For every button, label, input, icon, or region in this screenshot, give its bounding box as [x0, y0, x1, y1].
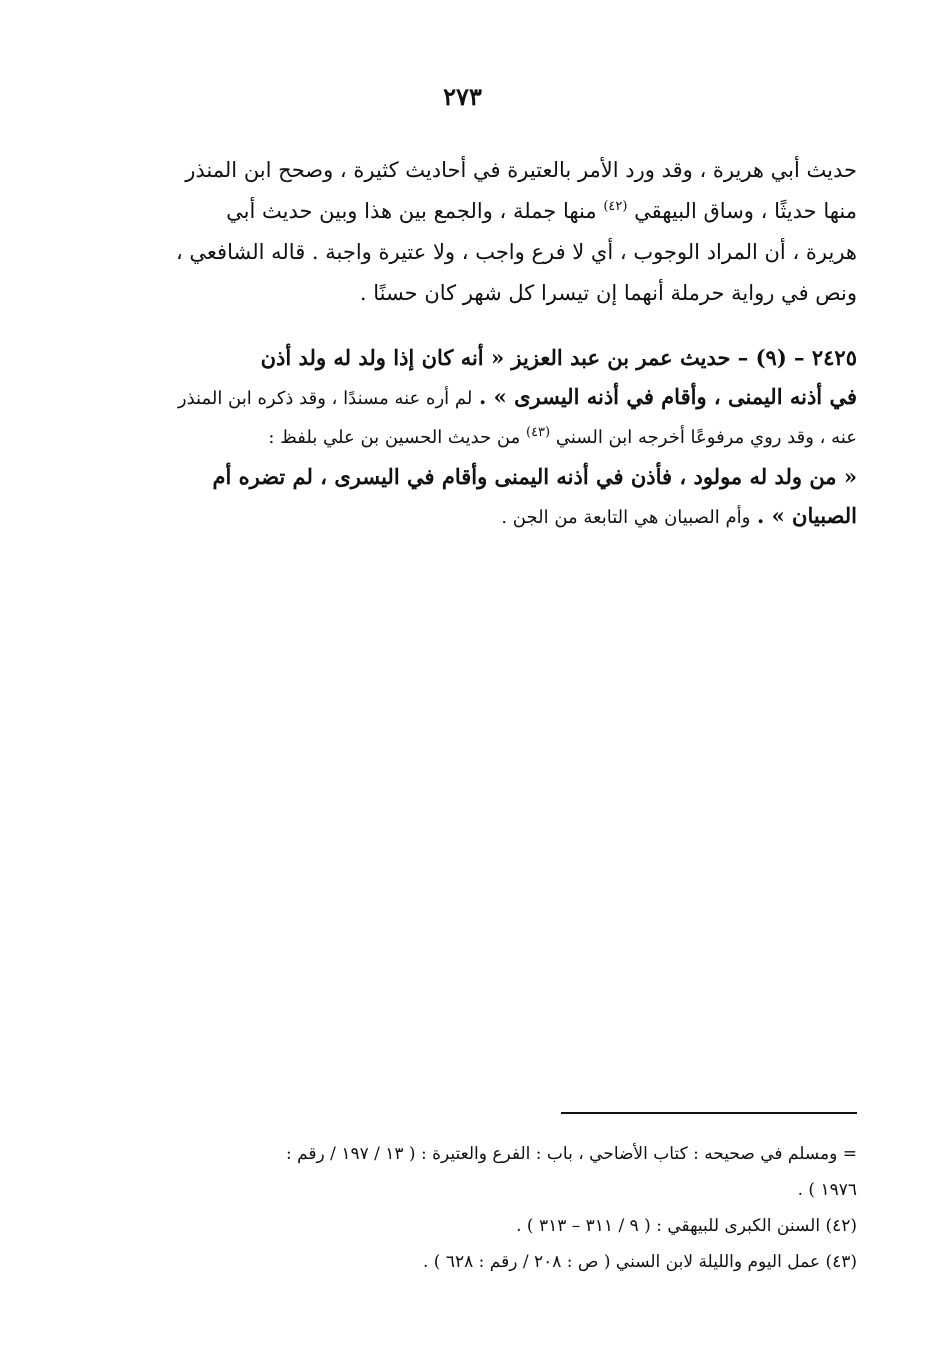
- quoted-hadith-line: « من ولد له مولود ، فأذن في أذنه اليمنى وأقام في اليسرى ، لم تضره أم: [212, 464, 857, 489]
- commentary-text: لم أره عنه مسندًا ، وقد ذكره ابن المنذر: [177, 388, 473, 409]
- hadith-heading-line: ٢٤٢٥ – (٩) – حديث عمر بن عبد العزيز « أنه كان إذا ولد له ولد أذن: [260, 345, 857, 370]
- quoted-hadith-end: الصبيان » .: [757, 503, 857, 528]
- footnote-42: (٤٢) السنن الكبرى للبيهقي : ( ٩ / ٣١١ – ٣١٣ ) .: [516, 1216, 857, 1236]
- page-number: ٢٧٣: [443, 82, 482, 111]
- explanation-text: وأم الصبيان هي التابعة من الجن .: [501, 507, 751, 528]
- footnote-separator: [561, 1112, 857, 1114]
- paragraph-1-line-2-b: منها جملة ، والجمع بين هذا وبين حديث أبي: [226, 199, 597, 223]
- paragraph-2-line-2: [77, 377, 857, 418]
- footnote-43: (٤٣) عمل اليوم والليلة لابن السني ( ص : ٢٠٨ / رقم : ٦٢٨ ) .: [422, 1252, 857, 1272]
- paragraph-2-line-3: [77, 418, 857, 457]
- footnote-ref-42: (٤٢): [603, 199, 628, 214]
- paragraph-2-line-5: [77, 496, 857, 537]
- paragraph-1-line-4: ونص في رواية حرملة أنهما إن تيسرا كل شهر كان حسنًا .: [359, 281, 857, 305]
- paragraph-2-line-3-b: من حديث الحسين بن علي بلفظ :: [268, 427, 521, 448]
- paragraph-1-line-2: [77, 191, 857, 232]
- paragraph-2-line-3-a: عنه ، وقد روي مرفوعًا أخرجه ابن السني: [555, 427, 857, 448]
- paragraph-1-line-1: حديث أبي هريرة ، وقد ورد الأمر بالعتيرة في أحاديث كثيرة ، وصحح ابن المنذر: [185, 158, 857, 182]
- footnote-continued-line-1: = ومسلم في صحيحه : كتاب الأضاحي ، باب : الفرع والعتيرة : ( ١٣ / ١٩٧ / رقم :: [285, 1144, 857, 1164]
- footnotes: [67, 1136, 857, 1280]
- paragraph-2: [77, 338, 857, 537]
- paragraph-1-line-3: هريرة ، أن المراد الوجوب ، أي لا فرع واجب ، ولا عتيرة واجبة . قاله الشافعي ،: [175, 240, 857, 264]
- hadith-text-end: في أذنه اليمنى ، وأقام في أذنه اليسرى » .: [479, 384, 857, 409]
- paragraph-1: [77, 150, 857, 314]
- paragraph-1-line-2-a: منها حديثًا ، وساق البيهقي: [634, 199, 857, 223]
- footnote-continued-line-2: ١٩٧٦ ) .: [797, 1180, 857, 1200]
- footnote-ref-43: (٤٣): [526, 425, 551, 440]
